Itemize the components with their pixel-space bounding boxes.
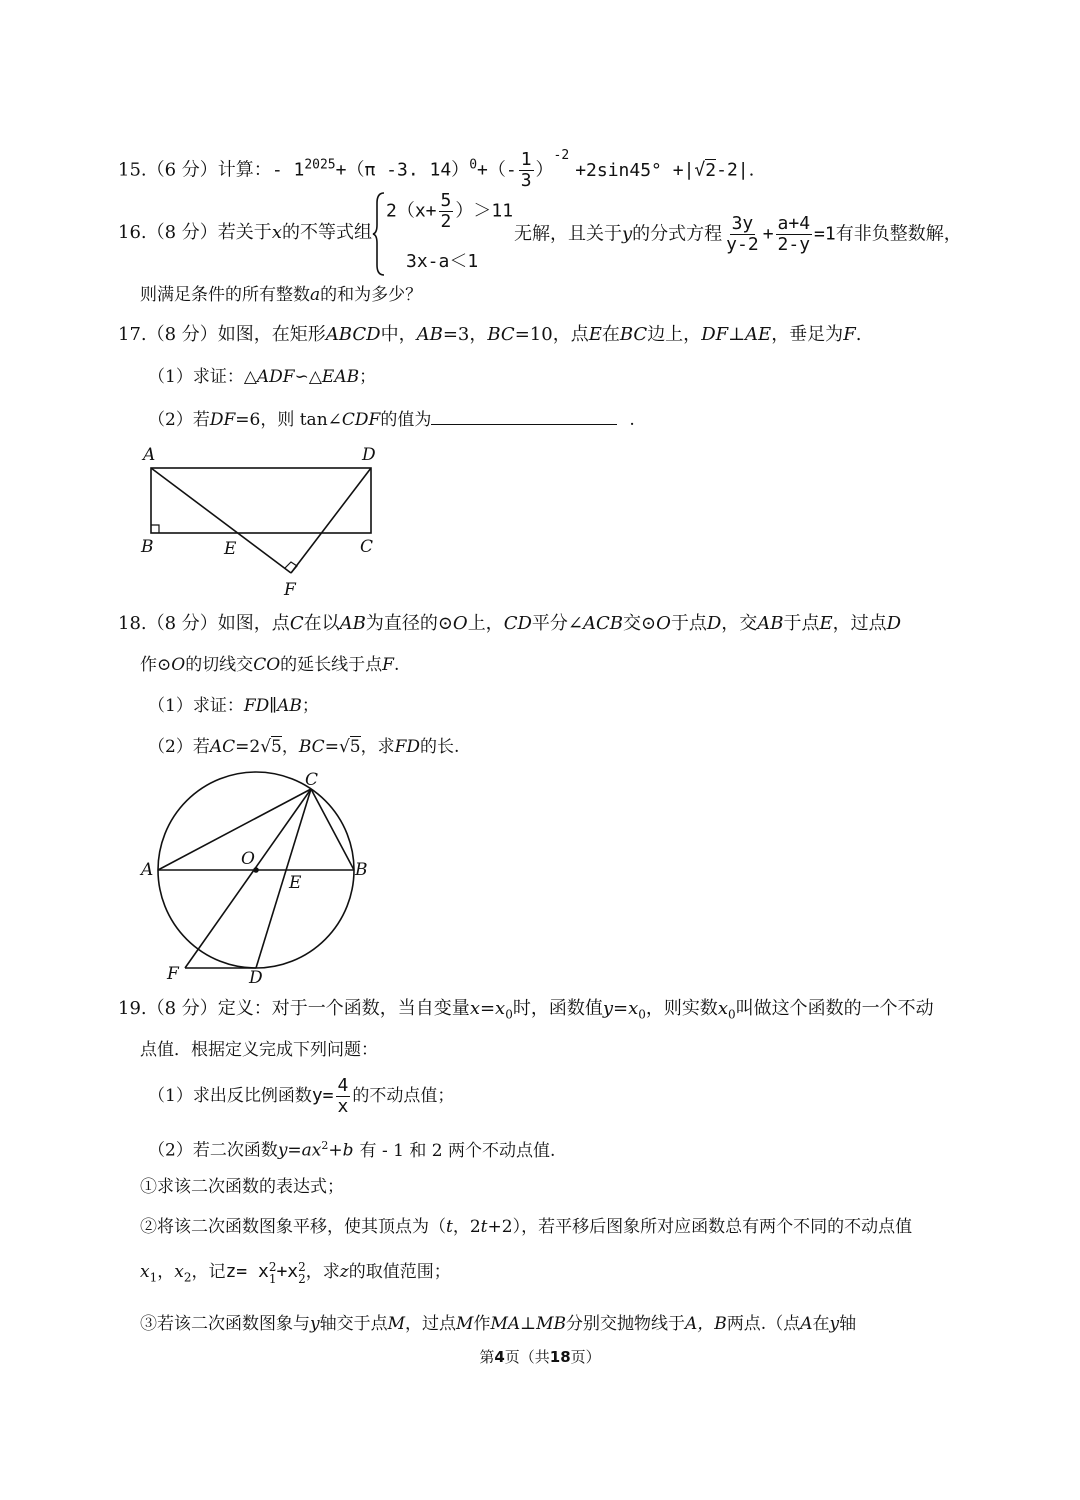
fraction: $\frac{5}{2}$: [440, 190, 452, 232]
segment-cb: [311, 789, 354, 870]
q15-term: +（π -3. 14）: [335, 159, 470, 181]
question-19: 19.（8 分）定义：对于一个函数，当自变量$x=x_0$时，函数值$y=x_0$，则实数$x_0$叫做这个函数的一个不动: [118, 998, 934, 1022]
abs-bar: |: [683, 159, 695, 181]
q15-term: - 1: [271, 159, 305, 181]
q19-part-2: （2）若二次函数$y=ax^2+b$ 有 - 1 和 2 两个不动点值.: [148, 1139, 556, 1161]
q15-label: 15.（6 分）计算：: [118, 159, 272, 181]
inequality-system: [372, 191, 522, 277]
label-e: E: [289, 873, 302, 893]
label-b: B: [355, 860, 368, 880]
q16-text: 有非负整数解，: [835, 223, 962, 245]
label-d: D: [362, 445, 376, 465]
q15-end: .: [748, 159, 755, 181]
q19-line-2: 点值．根据定义完成下列问题：: [140, 1040, 378, 1060]
inequality-1: 2（x+ $\frac{5}{2}$ ）＞11: [386, 190, 514, 232]
q19-sub-3: ③若该二次函数图象与y轴交于点M，过点M作MA⊥MB分别交抛物线于A，B两点.（点A在y轴: [140, 1314, 857, 1334]
label-c: C: [305, 770, 319, 790]
q18-line-2: 作⊙O的切线交CO的延长线于点F.: [140, 655, 400, 675]
label-d: D: [249, 968, 263, 988]
q18-part-1: （1）求证：FD∥AB；: [148, 696, 319, 716]
q19-sub-2: ②将该二次函数图象平移，使其顶点为（t，2t+2），若平移后图象所对应函数总有两个不同的不动点值: [140, 1217, 913, 1237]
q17-part-2: （2）若DF=6，则 tan∠CDF的值为 .: [148, 406, 635, 432]
q15-term: +（-: [477, 159, 517, 181]
label-b: B: [141, 537, 154, 557]
q15-term: ）: [535, 159, 554, 181]
q16-label: 16.（8 分）若关于: [118, 222, 272, 243]
q16-continuation: 无解，且关于y的分式方程 $\frac{3y}{y-2}$ + $\frac{a+4}{2-y}$ =1有非负整数解，: [514, 213, 962, 255]
q16-text: 无解，且关于: [514, 223, 622, 245]
sqrt-radicand: 2: [705, 159, 717, 181]
q17-figure: [138, 440, 388, 600]
page-total: 18: [549, 1348, 571, 1366]
sqrt-symbol: √: [260, 737, 272, 757]
var-y: y: [622, 223, 633, 245]
label-e: E: [224, 539, 237, 559]
right-angle-f: [285, 562, 297, 573]
segment-ac: [158, 789, 311, 870]
label-f: F: [284, 580, 296, 600]
question-15: [118, 147, 755, 191]
inequality-2: 3x-a＜1: [406, 251, 479, 272]
fraction: $\frac{3y}{y-2}$: [726, 213, 759, 255]
question-16: [118, 221, 372, 245]
brace-icon: [372, 191, 386, 277]
question-17: 17.（8 分）如图，在矩形ABCD中，AB=3，BC=10，点E在BC边上，DF⊥AE，垂足为F.: [118, 324, 862, 345]
page-number: 4: [494, 1348, 505, 1366]
abs-bar: |: [737, 159, 749, 181]
label-f: F: [167, 964, 179, 984]
right-angle-b: [151, 525, 159, 533]
q15-fraction: [519, 150, 534, 191]
q15-term: -2: [716, 159, 738, 181]
label-a: A: [143, 445, 156, 465]
q18-part-2: （2）若AC=2√5，BC=√5，求FD的长.: [148, 737, 460, 757]
page-footer: 第4页（共18页）: [479, 1348, 601, 1366]
q15-exponent: 2025: [304, 157, 336, 173]
q16-text: 的分式方程: [632, 223, 723, 245]
q15-term: +2sin45° +: [575, 159, 684, 181]
q15-exponent: 0: [469, 157, 478, 173]
fraction-numerator: 1: [520, 149, 532, 170]
fraction-denominator: 3: [520, 170, 532, 191]
fraction: $\frac{4}{x}$: [337, 1075, 349, 1117]
segment-cd: [256, 789, 311, 968]
sqrt-symbol: √: [338, 737, 350, 757]
rectangle-abcd: [151, 468, 371, 533]
segment-af: [151, 468, 291, 573]
q16-line-2: 则满足条件的所有整数a的和为多少？: [140, 285, 423, 305]
q18-figure: [135, 765, 385, 990]
sqrt-symbol: √: [694, 159, 706, 181]
q19-part-1: （1）求出反比例函数y= $\frac{4}{x}$ 的不动点值；: [148, 1075, 455, 1117]
question-18: 18.（8 分）如图，点C在以AB为直径的⊙O上，CD平分∠ACB交⊙O于点D，交AB于点E，过点D: [118, 613, 902, 634]
q19-sub-2-line-2: $x_1$，$x_2$，记z= x 2 1 +x 2 2 ，求z的取值范围；: [140, 1259, 451, 1286]
q16-text: 的不等式组: [281, 222, 372, 243]
fraction: $\frac{a+4}{2-y}$: [777, 213, 811, 255]
segment-df: [291, 468, 374, 573]
answer-blank[interactable]: [431, 406, 617, 425]
var-x: x: [271, 222, 282, 243]
q15-exponent: -2: [553, 147, 570, 163]
q19-sub-1: ①求该二次函数的表达式；: [140, 1177, 344, 1197]
label-a: A: [141, 860, 154, 880]
q17-part-1: （1）求证：△ADF∽△EAB；: [148, 367, 377, 387]
label-o: O: [241, 849, 255, 869]
label-c: C: [360, 537, 374, 557]
